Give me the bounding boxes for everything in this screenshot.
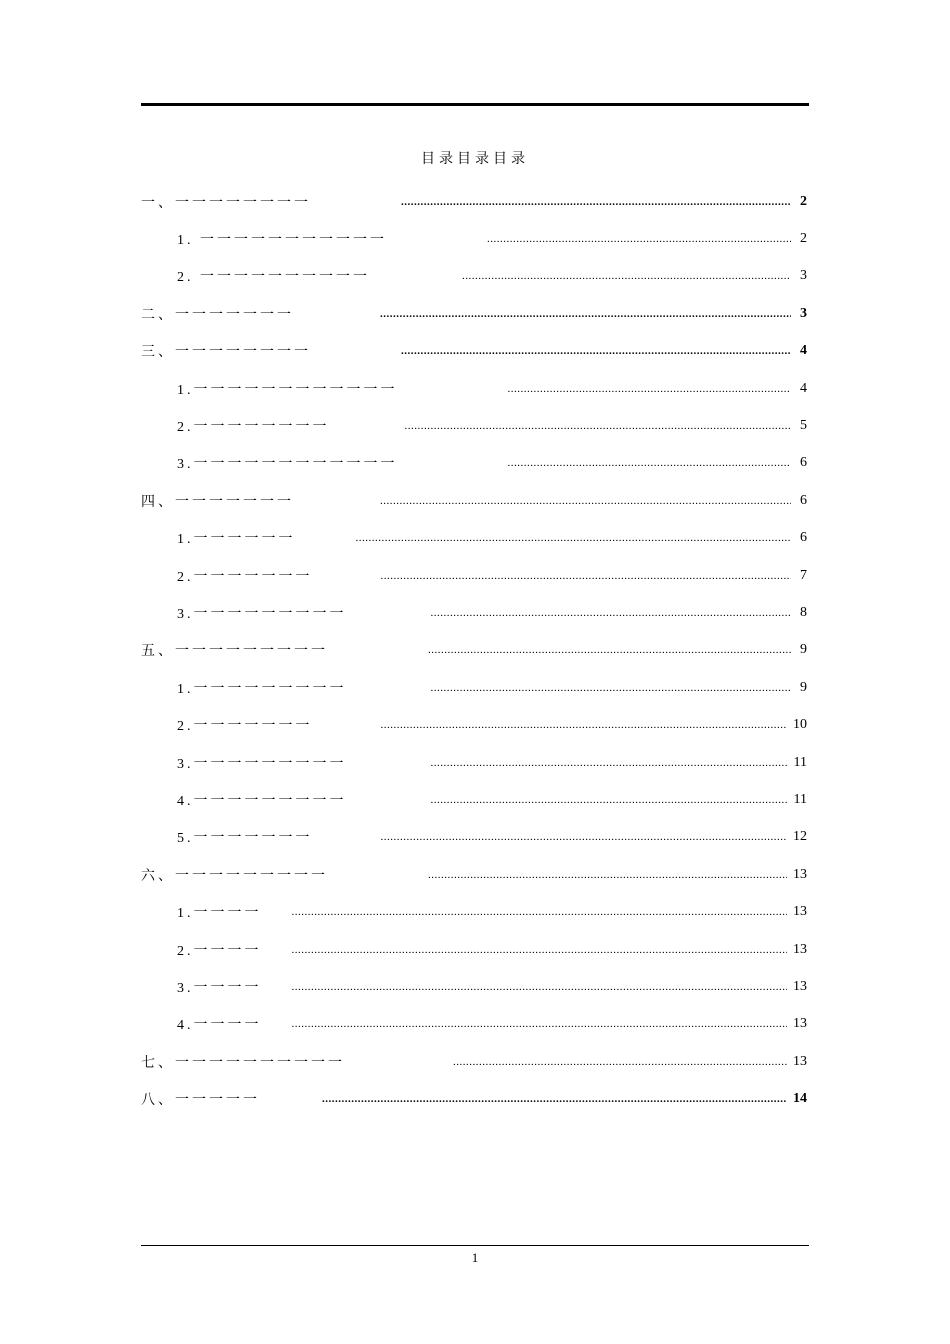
toc-entry-page: 4 [800,380,807,396]
toc-entry-page: 13 [793,1053,807,1069]
toc-leader-dots [428,868,787,882]
toc-entry-label: 五、一一一一一一一一一 [141,644,328,660]
toc-leader-dots [292,905,788,919]
toc-entry-label: 2.一一一一一一一一 [177,420,330,436]
toc-leader-dots [401,195,791,209]
toc-entry[interactable] [141,370,807,407]
table-of-contents [141,183,807,1118]
toc-entry-label: 四、一一一一一一一 [141,494,294,510]
toc-entry-page: 13 [793,904,807,920]
toc-leader-dots [431,606,792,620]
toc-entry[interactable] [141,893,807,930]
toc-entry-label: 2.一一一一 [177,943,262,959]
toc-entry[interactable] [141,669,807,706]
toc-entry-label: 3.一一一一一一一一一 [177,756,347,772]
toc-entry[interactable] [141,333,807,370]
toc-leader-dots [431,681,792,695]
toc-entry[interactable] [141,781,807,818]
toc-entry-label: 1.一一一一一一 [177,532,296,548]
toc-entry[interactable] [141,220,807,257]
toc-entry-page: 8 [800,604,807,620]
toc-leader-dots [405,419,792,433]
toc-entry-label: 2. 一一一一一一一一一一 [177,270,370,286]
toc-entry-page: 14 [793,1091,807,1107]
toc-entry-page: 13 [793,866,807,882]
toc-leader-dots [487,232,791,246]
toc-entry-label: 2.一一一一一一一 [177,719,313,735]
toc-entry-label: 三、一一一一一一一一 [141,345,311,361]
toc-entry-page: 3 [800,268,807,284]
toc-leader-dots [380,494,791,508]
toc-leader-dots [292,980,788,994]
toc-entry[interactable] [141,819,807,856]
toc-leader-dots [381,569,792,583]
toc-leader-dots [381,830,788,844]
toc-entry-page: 11 [793,791,807,807]
toc-entry-page: 3 [800,305,807,321]
toc-entry-label: 六、一一一一一一一一一 [141,868,328,884]
toc-leader-dots [453,1055,787,1069]
toc-entry-page: 13 [793,1016,807,1032]
toc-entry-page: 6 [800,455,807,471]
toc-entry-page: 6 [800,492,807,508]
toc-entry-page: 7 [800,567,807,583]
toc-entry[interactable] [141,931,807,968]
footer-rule [141,1245,809,1246]
toc-entry-label: 七、一一一一一一一一一一 [141,1055,345,1071]
toc-entry[interactable] [141,407,807,444]
toc-entry-label: 5.一一一一一一一 [177,831,313,847]
toc-entry-label: 1.一一一一 [177,906,262,922]
toc-entry[interactable] [141,968,807,1005]
toc-leader-dots [462,269,791,283]
toc-entry[interactable] [141,706,807,743]
toc-leader-dots [508,456,792,470]
toc-entry-page: 2 [800,231,807,247]
header-rule [141,103,809,106]
toc-entry-page: 2 [800,193,807,209]
toc-entry[interactable] [141,295,807,332]
toc-entry[interactable] [141,445,807,482]
toc-leader-dots [401,344,791,358]
toc-entry-label: 1. 一一一一一一一一一一一 [177,233,387,249]
toc-entry[interactable] [141,594,807,631]
toc-entry[interactable] [141,258,807,295]
toc-entry[interactable] [141,183,807,220]
toc-entry-label: 4.一一一一一一一一一 [177,793,347,809]
toc-entry-page: 4 [800,343,807,359]
toc-entry-page: 9 [800,642,807,658]
toc-leader-dots [428,643,791,657]
toc-entry-label: 八、一一一一一 [141,1093,260,1109]
toc-entry-label: 3.一一一一一一一一一 [177,606,347,622]
page-number: 1 [471,1250,479,1265]
toc-leader-dots [292,1017,788,1031]
toc-entry[interactable] [141,557,807,594]
toc-entry[interactable] [141,482,807,519]
toc-entry-label: 一、一一一一一一一一 [141,195,311,211]
toc-leader-dots [356,531,792,545]
toc-entry-label: 4.一一一一 [177,1018,262,1034]
toc-entry-page: 11 [793,754,807,770]
toc-entry-page: 9 [800,679,807,695]
toc-leader-dots [431,793,788,807]
toc-entry-page: 13 [793,941,807,957]
toc-entry[interactable] [141,1043,807,1080]
toc-entry[interactable] [141,520,807,557]
toc-leader-dots [431,756,788,770]
toc-entry-page: 5 [800,418,807,434]
toc-entry-label: 二、一一一一一一一 [141,307,294,323]
toc-leader-dots [381,718,788,732]
toc-entry-label: 3.一一一一一一一一一一一一 [177,457,398,473]
toc-title: 目录目录目录 [421,152,529,167]
toc-leader-dots [322,1092,787,1106]
toc-leader-dots [380,307,791,321]
toc-entry[interactable] [141,1080,807,1117]
toc-entry-label: 1.一一一一一一一一一一一一 [177,382,398,398]
toc-entry-label: 3.一一一一 [177,980,262,996]
toc-entry-page: 10 [793,717,807,733]
toc-entry-page: 13 [793,978,807,994]
toc-entry-label: 1.一一一一一一一一一 [177,681,347,697]
toc-entry[interactable] [141,1006,807,1043]
toc-entry-label: 2.一一一一一一一 [177,569,313,585]
toc-leader-dots [508,382,792,396]
toc-entry-page: 12 [793,829,807,845]
toc-leader-dots [292,943,788,957]
toc-entry[interactable] [141,744,807,781]
toc-entry[interactable] [141,632,807,669]
toc-entry-page: 6 [800,530,807,546]
toc-entry[interactable] [141,856,807,893]
